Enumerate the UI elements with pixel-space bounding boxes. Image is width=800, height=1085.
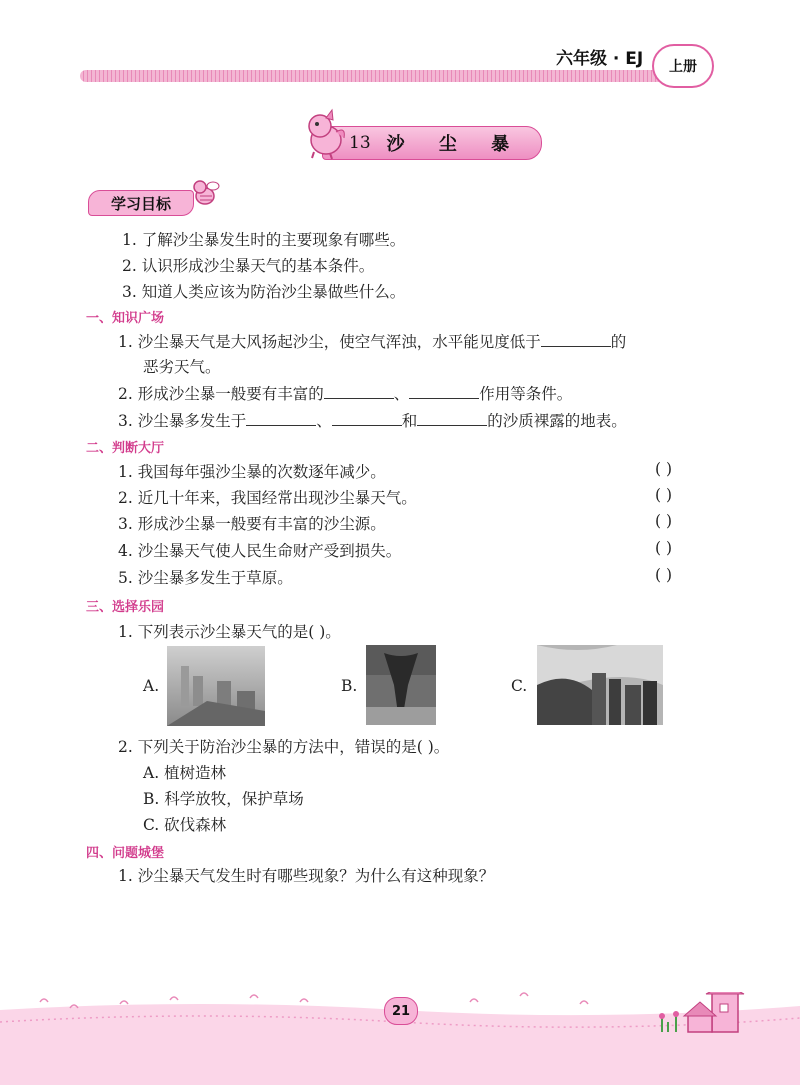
question-text: 、: [393, 385, 410, 403]
fill-blank[interactable]: [332, 411, 402, 426]
section-heading-judgement: 二、判断大厅: [86, 441, 165, 456]
lesson-title-bar: [322, 126, 542, 160]
option-label-c: C.: [511, 677, 528, 695]
option-label-a: A.: [143, 677, 160, 695]
house-icon: [684, 1002, 716, 1032]
header-divider: [80, 70, 660, 82]
fill-blank[interactable]: [417, 411, 487, 426]
judgement-item: 3. 形成沙尘暴一般要有丰富的沙尘源。: [118, 515, 386, 533]
question-text: 作用等条件。: [479, 385, 573, 403]
choice-option[interactable]: B. 科学放牧，保护草场: [143, 790, 304, 808]
grade-label: 六年级 · EJ: [556, 49, 644, 69]
question-text: 恶劣天气。: [143, 358, 221, 376]
choice-option[interactable]: C. 砍伐森林: [143, 816, 227, 834]
option-a-image[interactable]: [167, 646, 265, 726]
option-c-image[interactable]: [537, 645, 663, 725]
fill-blank[interactable]: [409, 384, 479, 399]
section-heading-choice: 三、选择乐园: [86, 600, 165, 615]
question-text: 2. 形成沙尘暴一般要有丰富的: [118, 385, 324, 403]
question-row: [118, 382, 572, 404]
section-heading-knowledge: 一、知识广场: [86, 311, 165, 326]
choice-option[interactable]: A. 植树造林: [143, 764, 227, 782]
answer-parentheses[interactable]: ( ): [655, 539, 673, 557]
lesson-title: 沙 尘 暴: [386, 134, 524, 155]
answer-parentheses[interactable]: ( ): [655, 486, 673, 504]
volume-badge: 上册: [652, 44, 714, 88]
fill-blank[interactable]: [246, 411, 316, 426]
question-text: 1. 沙尘暴天气是大风扬起沙尘，使空气浑浊，水平能见度低于: [118, 333, 541, 351]
question-text: 的: [610, 333, 627, 351]
question-row: [118, 330, 626, 352]
question-text: 和: [401, 412, 418, 430]
question-text: 1. 沙尘暴天气发生时有哪些现象？为什么有这种现象？: [118, 867, 495, 885]
question-text: 1. 下列表示沙尘暴天气的是( )。: [118, 623, 341, 641]
option-b-image[interactable]: [366, 645, 436, 725]
question-text: 2. 下列关于防治沙尘暴的方法中，错误的是( )。: [118, 738, 450, 756]
judgement-item: 5. 沙尘暴多发生于草原。: [118, 569, 293, 587]
objective-item: 3. 知道人类应该为防治沙尘暴做些什么。: [122, 283, 406, 301]
page-number: 21: [384, 997, 418, 1025]
option-label-b: B.: [341, 677, 358, 695]
fill-blank[interactable]: [324, 384, 394, 399]
objective-item: 1. 了解沙尘暴发生时的主要现象有哪些。: [122, 231, 406, 249]
question-row: [118, 409, 627, 431]
answer-parentheses[interactable]: ( ): [655, 566, 673, 584]
dragon-mascot-icon: [300, 108, 348, 160]
objective-item: 2. 认识形成沙尘暴天气的基本条件。: [122, 257, 375, 275]
judgement-item: 1. 我国每年强沙尘暴的次数逐年减少。: [118, 463, 386, 481]
section-heading-questions: 四、问题城堡: [86, 846, 165, 861]
question-text: 、: [316, 412, 332, 430]
bee-icon: [188, 176, 222, 210]
answer-parentheses[interactable]: ( ): [655, 460, 673, 478]
judgement-item: 2. 近几十年来，我国经常出现沙尘暴天气。: [118, 489, 417, 507]
lesson-number: 13: [349, 133, 371, 153]
question-text: 3. 沙尘暴多发生于: [118, 412, 247, 430]
answer-parentheses[interactable]: ( ): [655, 512, 673, 530]
question-text: 的沙质裸露的地表。: [487, 412, 627, 430]
judgement-item: 4. 沙尘暴天气使人民生命财产受到损失。: [118, 542, 402, 560]
fill-blank[interactable]: [541, 332, 611, 347]
objectives-label: 学习目标: [88, 190, 194, 216]
